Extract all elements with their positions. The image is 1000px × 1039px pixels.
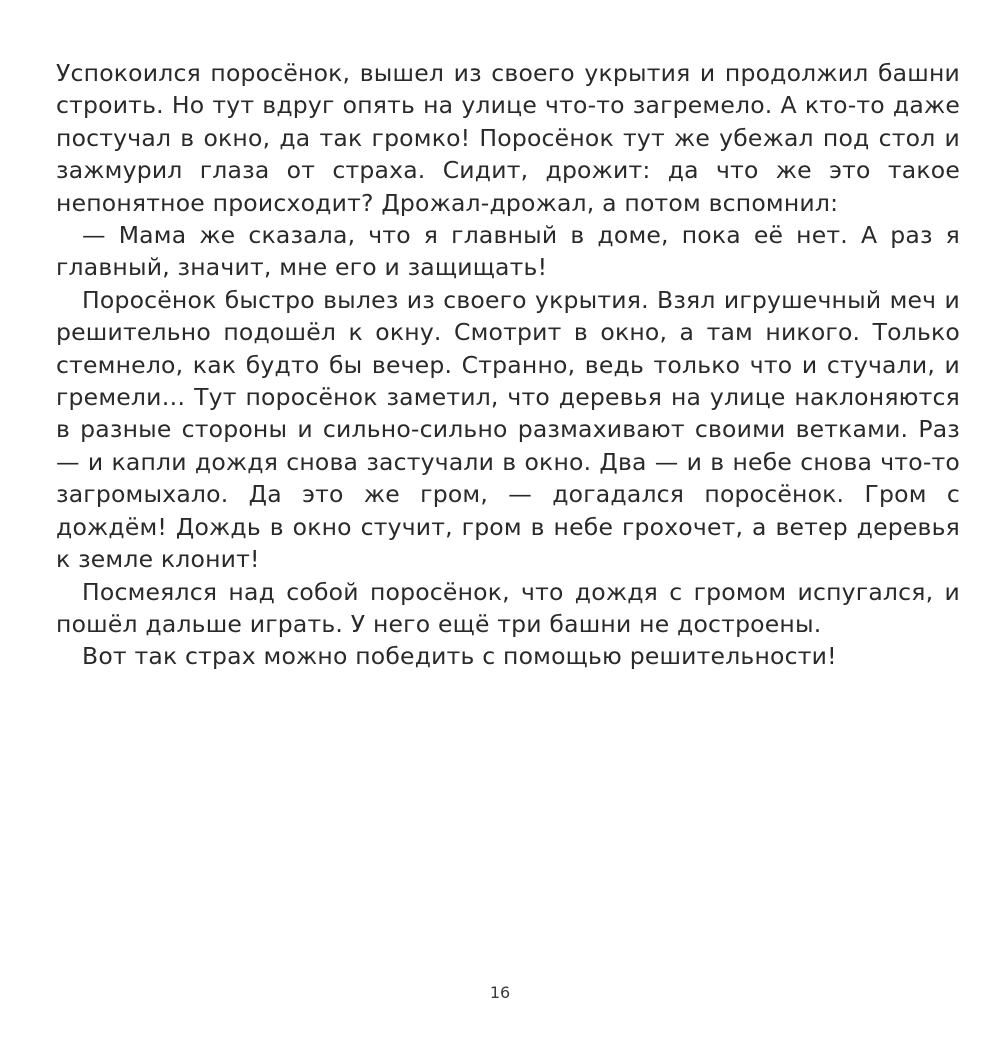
paragraph-4: Посмеялся над собой поросёнок, что дождя с громом испугался, и пошёл дальше играть. У него ещё три башни не достроены.	[56, 577, 960, 638]
story-text	[56, 57, 960, 673]
paragraph-3: Поросёнок быстро вылез из своего укрытия. Взял игрушечный меч и решительно подошёл к окну. Смотрит в окно, а там никого. Только стемнело, как будто бы вечер. Странно, ведь только что и стучали, и гремели… Тут поросёнок заметил, что деревья на улице наклоняются в разные стороны и сильно-сильно размахивают своими ветками. Раз — и капли дождя снова застучали в окно. Два — и в небе снова что-то загромыхало. Да это же гром, — догадался поросёнок. Гром с дождём! Дождь в окно стучит, гром в небе грохочет, а ветер деревья к земле клонит!	[56, 285, 960, 574]
paragraph-5-moral: Вот так страх можно победить с помощью решительности!	[82, 642, 837, 671]
paragraph-1: Успокоился поросёнок, вышел из своего укрытия и продолжил башни строить. Но тут вдруг опять на улице что-то загремело. А кто-то даже постучал в окно, да так громко! Поросёнок тут же убежал под стол и зажмурил глаза от страха. Сидит, дрожит: да что же это такое непонятное происходит? Дрожал-дрожал, а потом вспомнил:	[56, 59, 960, 217]
paragraph-2-dialogue: — Мама же сказала, что я главный в доме, пока её нет. А раз я главный, значит, мне его и защищать!	[56, 221, 960, 282]
page-number: 16	[489, 983, 511, 1002]
